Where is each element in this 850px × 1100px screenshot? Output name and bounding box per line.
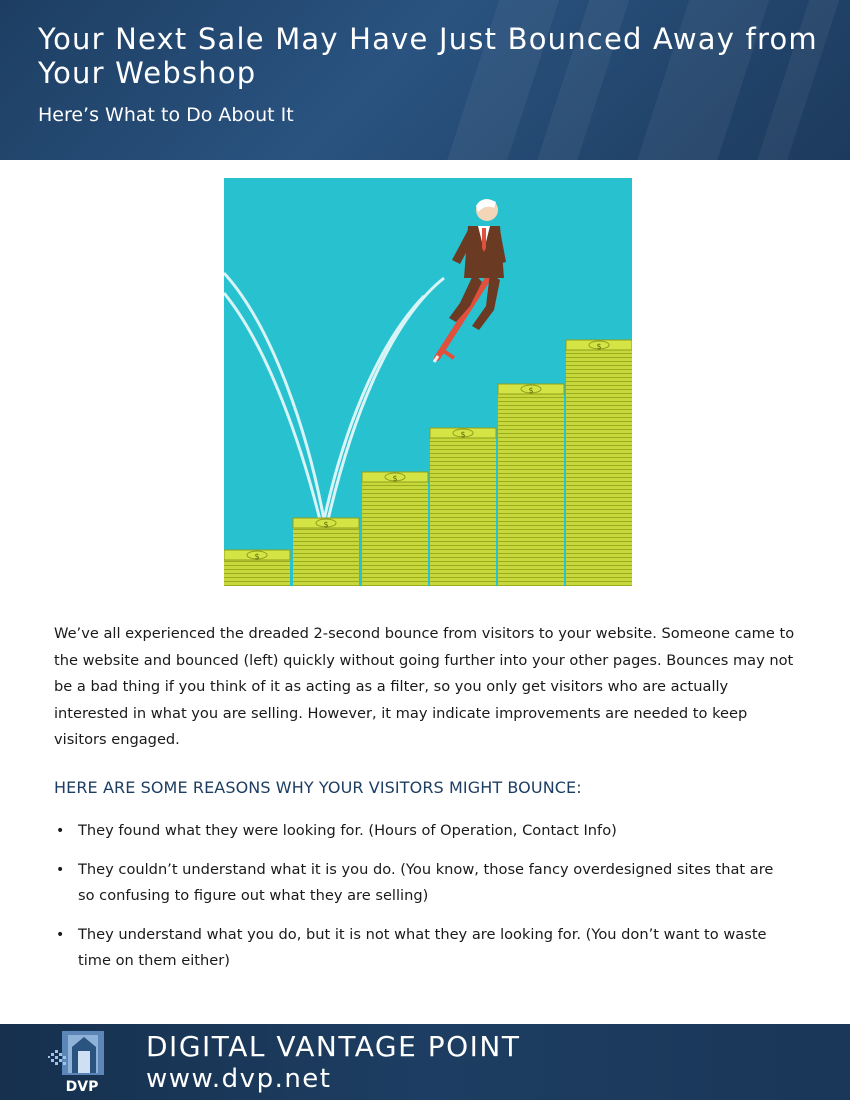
currency-symbol: $ [528,386,534,395]
website-link[interactable]: www.dvp.net [146,1064,332,1094]
list-item-text: They understand what you do, but it is not what they are looking for. (You don’t want to waste time on them either) [78,926,767,969]
money-stack [224,550,290,586]
currency-symbol: $ [323,520,329,529]
page-footer [0,1024,850,1100]
pogo-stick-illustration [224,178,632,586]
currency-symbol: $ [392,474,398,483]
page-title: Your Next Sale May Have Just Bounced Away from Your Webshop [38,22,818,90]
bullet-icon: • [56,823,65,839]
money-stack [430,428,496,586]
reasons-list [54,818,794,987]
money-stack [362,472,428,586]
currency-symbol: $ [596,342,602,351]
reasons-heading: HERE ARE SOME REASONS WHY YOUR VISITORS MIGHT BOUNCE: [54,778,582,797]
page-subtitle: Here’s What to Do About It [38,104,294,126]
dvp-logo [48,1029,116,1095]
bullet-icon: • [56,927,65,943]
intro-paragraph: We’ve all experienced the dreaded 2-second bounce from visitors to your website. Someone came to the website and bounced (left) quickly without going further into your other pages. Bounces may not be a bad thing if you think of it as acting as a filter, so you only get visitors who are actually interested in what you are selling. However, it may indicate improvements are needed to keep visitors engaged. [54,625,795,748]
money-stack [293,518,359,586]
list-item [54,818,794,844]
currency-symbol: $ [254,552,260,561]
company-name: DIGITAL VANTAGE POINT [146,1030,521,1063]
logo-text: DVP [65,1079,99,1095]
bullet-icon: • [56,862,65,878]
list-item [54,857,794,909]
money-stack [498,384,564,586]
list-item [54,922,794,974]
list-item-text: They found what they were looking for. (Hours of Operation, Contact Info) [78,822,617,839]
list-item-text: They couldn’t understand what it is you do. (You know, those fancy overdesigned sites that are so confusing to figure out what they are selling) [78,861,774,904]
currency-symbol: $ [460,430,466,439]
page-header [0,0,850,160]
money-stack [566,340,632,586]
